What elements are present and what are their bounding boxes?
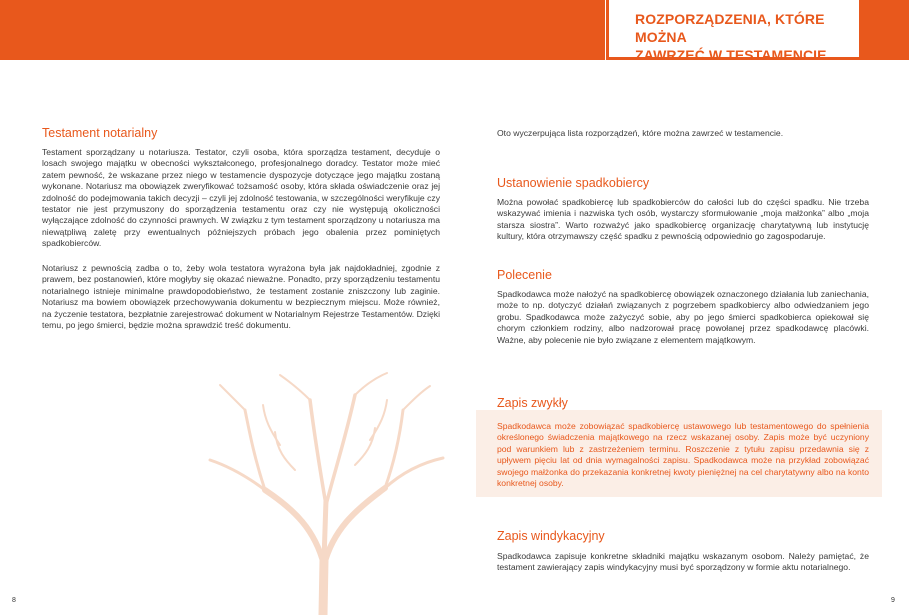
page-number-left: 8 [12,597,16,604]
header-band-middle [455,0,605,60]
page-title-line1: ROZPORZĄDZENIA, KTÓRE MOŻNA [635,11,825,45]
tree-illustration [205,370,445,615]
text-ustanowienie-spadkobiercy: Można powołać spadkobiercę lub spadkobierców do całości lub do części spadku. Nie trzeba wskazywać imienia i nazwiska tych osób, wystarczy sformułowanie „moja małżonka” albo „moja starsza siostra”. Warto rozważyć jako spadkobiercę organizację charytatywną lub instytucję kultury, która otrzymawszy część spadku z pewnością odpowiednio go zagospodaruje. [497,197,869,242]
header-band-left [0,0,455,60]
text-zapis-zwykly: Spadkodawca może zobowiązać spadkobiercę ustawowego lub testamentowego do spełnienia określonego świadczenia majątkowego na rzecz wskazanej osoby. Zapis może być uczyniony pod warunkiem lub z zastrzeżeniem terminu. Roszczenie z tytułu zapisu przedawnia się z upływem pięciu lat od dnia wymagalności zapisu. Spadkodawca może na przykład zobowiązać swojego małżonka do przekazania konkretnej kwoty pieniężnej na cel charytatywny albo na konto konkretnej osoby. [497,421,869,489]
text-polecenie: Spadkodawca może nałożyć na spadkobiercę obowiązek oznaczonego działania lub zaniechania, może to np. dotyczyć działań związanych z pogrzebem spadkobiercy albo odwiedzaniem jego grobu. Spadkodawca może zażyczyć sobie, aby po jego śmierci spadkobierca opiekował się chorym członkiem rodziny, albo nadzorował pracę powołanej przez spadkodawcę placówki. Ważne, aby polecenie nie było związane z elementem majątkowym. [497,289,869,345]
page-number-right: 9 [891,597,895,604]
text-zapis-windykacyjny: Spadkodawca zapisuje konkretne składniki majątku wskazanym osobom. Należy pamiętać, że testament zawierający zapis windykacyjny musi być sporządzony w formie aktu notarialnego. [497,551,869,573]
intro-text: Oto wyczerpująca lista rozporządzeń, które można zawrzeć w testamencie. [497,128,784,138]
header-band-right [862,0,909,60]
page-title-box [606,0,862,63]
heading-zapis-zwykly: Zapis zwykły [497,396,568,410]
page-title-line2: ZAWRZEĆ W TESTAMENCIE [635,47,827,63]
left-paragraph-2: Notariusz z pewnością zadba o to, żeby wola testatora wyrażona była jak najdokładniej, zgodnie z prawem, bez postanowień, które mogłyby się okazać nieważne. Ponadto, przy sporządzeniu testamentu notarialnego istnieje minimalne prawdopodobieństwo, że testament zostanie zniszczony lub zaginie. Notariusz ma bowiem obowiązek przechowywania dokumentu w bezpiecznym miejscu. Może również, na życzenie testatora, bezpłatnie zarejestrować dokument w Notarialnym Rejestrze Testamentów. Dzięki temu, po jego śmierci, będzie można sprawdzić treść dokumentu. [42,263,440,331]
heading-testament-notarialny: Testament notarialny [42,126,158,140]
left-paragraph-1: Testament sporządzany u notariusza. Testator, czyli osoba, która sporządza testament, decyduje o losach swojego majątku w obecności wykształconego, profesjonalnego doradcy. Testator może mieć zatem pewność, że wskazane przez niego w testamencie dyspozycje dotyczące jego majątku zostaną wykonane. Notariusz ma obowiązek zweryfikować tożsamość osoby, która składa oświadczenie oraz jej zdolność do podejmowania takich decyzji – czyli jej zdolność testowania, w szczególności weryfikuje czy testator nie jest przymuszony do sporządzenia testamentu oraz czy nie występują okoliczności wyłączające zdolność do czynności prawnych. W związku z tym testament sporządzony u notariusza ma niewątpliwą zaletę przy ewentualnych późniejszych próbach jego obalenia przez pominiętych spadkobierców. [42,147,440,249]
heading-polecenie: Polecenie [497,268,552,282]
heading-ustanowienie-spadkobiercy: Ustanowienie spadkobiercy [497,176,650,190]
heading-zapis-windykacyjny: Zapis windykacyjny [497,529,605,543]
